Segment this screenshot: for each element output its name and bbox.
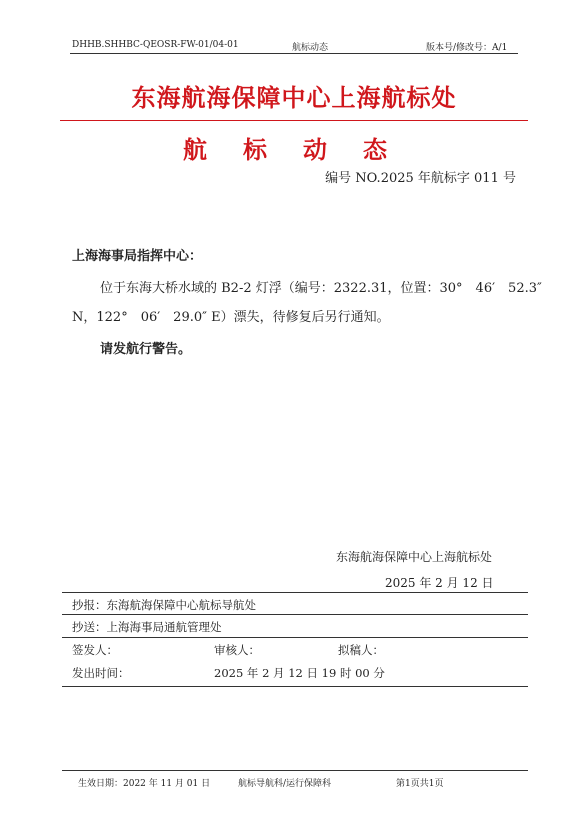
signature-org: 东海航海保障中心上海航标处	[336, 550, 493, 564]
table-rule-2	[62, 637, 528, 638]
document-number: 编号 NO.2025 年航标字 011 号	[325, 171, 516, 186]
table-rule-top	[62, 592, 528, 593]
reviewer-label: 审核人：	[214, 643, 260, 657]
issuer-label: 签发人：	[72, 643, 118, 657]
table-rule-1	[62, 614, 528, 615]
send-time-label: 发出时间：	[72, 666, 130, 680]
signature-date: 2025 年 2 月 12 日	[385, 576, 494, 590]
recipient: 上海海事局指挥中心：	[72, 249, 203, 264]
header-rule	[70, 53, 518, 54]
body-line-2: N，122° 06′ 29.0″ E）漂失，待修复后另行通知。	[72, 310, 390, 325]
drafter-label: 拟稿人：	[338, 643, 384, 657]
closing-text: 请发航行警告。	[100, 342, 192, 357]
body-line-1: 位于东海大桥水域的 B2-2 灯浮（编号：2322.31，位置：30° 46′ 52.3″	[100, 281, 542, 296]
document-title: 航标动态	[183, 135, 423, 164]
footer-department: 航标导航科/运行保障科	[238, 779, 332, 789]
footer-rule	[62, 770, 528, 771]
header-doc-code: DHHB.SHHBC-QEOSR-FW-01/04-01	[72, 40, 239, 50]
send-time-value: 2025 年 2 月 12 日 19 时 00 分	[214, 666, 385, 680]
title-red-rule	[60, 120, 528, 121]
footer-effective-date: 生效日期：2022 年 11 月 01 日	[78, 779, 211, 789]
table-rule-bottom	[62, 686, 528, 687]
footer-page-number: 第1页共1页	[396, 779, 444, 789]
header-doc-type: 航标动态	[292, 43, 329, 53]
organization-title: 东海航海保障中心上海航标处	[131, 83, 457, 112]
report-to: 抄报：东海航海保障中心航标导航处	[72, 598, 256, 612]
copy-to: 抄送：上海海事局通航管理处	[72, 620, 222, 634]
header-version: 版本号/修改号：A/1	[426, 43, 508, 53]
